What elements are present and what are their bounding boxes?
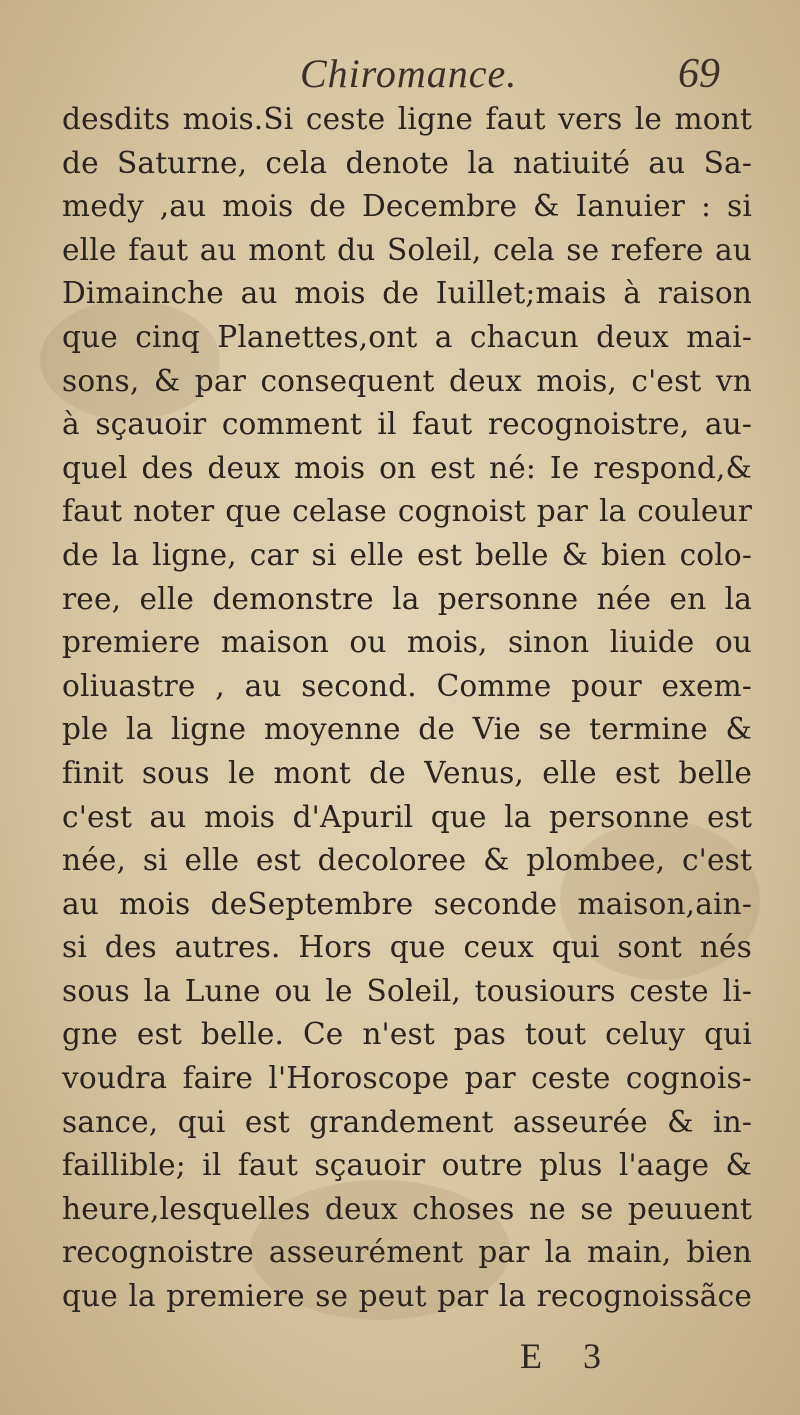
text-line: sous la Lune ou le Soleil, tousiours ceste li- [62,973,752,1008]
text-line: Dimainche au mois de Iuillet;mais à raison [62,276,752,311]
page-number: 69 [678,51,720,97]
text-line: quel des deux mois on est né: Ie respond,& [62,450,752,485]
text-line: sance, qui est grandement asseurée & in- [62,1104,752,1139]
text-line: heure,lesquelles deux choses ne se peuuent [62,1191,752,1226]
text-line: recognoistre asseurément par la main, bien [62,1235,752,1270]
page-header [0,40,800,100]
signature-mark: E 3 [520,1336,617,1376]
text-line: finit sous le mont de Venus, elle est belle [62,755,752,790]
text-line: de la ligne, car si elle est belle & bien colo- [62,537,752,572]
body-text [62,98,752,1319]
text-line: voudra faire l'Horoscope par ceste cognois- [62,1061,752,1096]
text-line: si des autres. Hors que ceux qui sont nés [62,930,752,965]
running-title: Chiromance. [300,51,518,96]
text-line: faut noter que celase cognoist par la couleur [62,494,752,529]
text-line: elle faut au mont du Soleil, cela se refere au [62,232,752,267]
text-line: née, si elle est decoloree & plombee, c'est [62,843,752,878]
text-line: ple la ligne moyenne de Vie se termine & [62,712,752,747]
text-line: sons, & par consequent deux mois, c'est vn [62,363,752,398]
text-line: premiere maison ou mois, sinon liuide ou [62,625,752,660]
text-line: à sçauoir comment il faut recognoistre, au- [62,407,752,442]
text-line: gne est belle. Ce n'est pas tout celuy qui [62,1017,752,1052]
text-line: de Saturne, cela denote la natiuité au Sa- [62,145,752,180]
text-line: desdits mois.Si ceste ligne faut vers le mont [62,102,752,136]
text-line: que la premiere se peut par la recognoissãce [62,1279,752,1314]
text-line: c'est au mois d'Apuril que la personne est [62,799,752,834]
text-line: que cinq Planettes,ont a chacun deux mai- [62,319,752,354]
text-line: faillible; il faut sçauoir outre plus l'aage & [62,1148,752,1183]
text-line: oliuastre , au second. Comme pour exem- [62,668,752,703]
text-line: au mois deSeptembre seconde maison,ain- [62,886,752,921]
text-line: medy ,au mois de Decembre & Ianuier : si [62,189,752,224]
text-line: ree, elle demonstre la personne née en la [62,581,752,616]
